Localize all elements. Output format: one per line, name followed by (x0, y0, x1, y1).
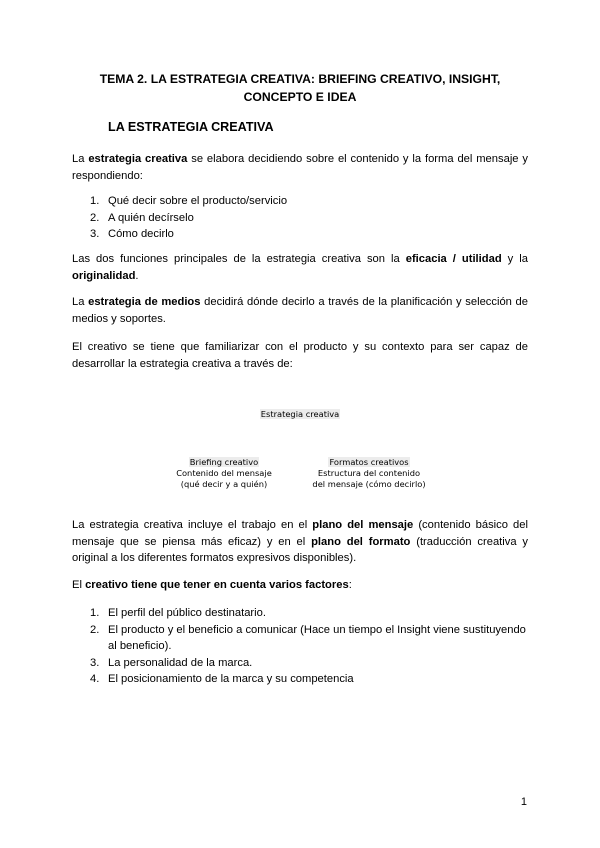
diagram-right-line: Estructura del contenido (317, 468, 421, 478)
section-heading: LA ESTRATEGIA CREATIVA (108, 120, 274, 134)
text-run: El (72, 579, 86, 591)
title-line-1: TEMA 2. LA ESTRATEGIA CREATIVA: BRIEFING CREATIVO, INSIGHT, (99, 72, 501, 86)
bold-term: plano del formato (311, 535, 411, 548)
list-text: El posicionamiento de la marca y su competencia (108, 673, 354, 685)
list-text: El perfil del público destinatario. (108, 607, 266, 619)
text-run: Las dos funciones principales de la estrategia creativa son la (72, 253, 406, 265)
list-number: 2. (90, 623, 100, 636)
questions-list (72, 193, 528, 243)
diagram-left-line: (qué decir y a quién) (180, 479, 268, 489)
list-text: Qué decir sobre el producto/servicio (108, 195, 288, 207)
list-item (72, 226, 528, 243)
diagram-left-title: Briefing creativo (189, 457, 259, 467)
list-text: Cómo decirlo (108, 228, 174, 240)
diagram-root-label: Estrategia creativa (260, 409, 340, 419)
list-item (72, 193, 528, 210)
bold-term: estrategia de medios (88, 296, 201, 308)
bold-term: originalidad (72, 269, 136, 282)
diagram-right-title: Formatos creativos (329, 457, 409, 467)
diagram-left-node (160, 457, 288, 490)
list-text: A quién decírselo (108, 211, 194, 224)
diagram-root (200, 409, 400, 420)
bold-term: creativo tiene que tener en cuenta varios factores (85, 579, 349, 591)
text-run: La estrategia creativa incluye el trabajo en el (72, 519, 313, 531)
paragraph-estrategia-creativa (72, 151, 528, 184)
paragraph-estrategia-medios (72, 294, 528, 327)
diagram-left-line: Contenido del mensaje (176, 468, 272, 478)
document-title (90, 70, 510, 106)
list-item (72, 210, 528, 227)
title-line-2: CONCEPTO E IDEA (243, 90, 357, 104)
list-number: 1. (90, 195, 100, 207)
list-number: 3. (90, 228, 100, 240)
text-run: . (135, 269, 139, 282)
list-number: 1. (90, 607, 100, 619)
page-number: 1 (520, 796, 527, 808)
text-run: : (348, 579, 352, 591)
bold-term: plano del mensaje (312, 519, 414, 531)
diagram-right-line: del mensaje (cómo decirlo) (312, 479, 426, 489)
list-number: 3. (90, 656, 100, 669)
list-item (72, 671, 528, 688)
factors-list (72, 605, 528, 688)
list-item (72, 655, 528, 672)
list-number: 2. (90, 211, 100, 224)
paragraph-factores (72, 577, 528, 594)
paragraph-planos (72, 517, 528, 567)
paragraph-funciones (72, 251, 528, 284)
text-run: (contenido básico del mensaje que se piensa más eficaz) y en el (72, 519, 528, 548)
list-item (72, 622, 528, 655)
list-text: El producto y el beneficio a comunicar (Hace un tiempo el Insight viene sustituyendo al beneficio). (108, 623, 526, 652)
bold-term: estrategia creativa (88, 153, 188, 165)
text-run: decidirá dónde decirlo a través de la planificación y selección de medios y soportes. (72, 296, 528, 325)
list-number: 4. (90, 673, 100, 685)
text-run: (traducción creativa y original a los diferentes formatos expresivos disponibles). (72, 535, 529, 564)
diagram-right-node (305, 457, 433, 490)
paragraph-creativo: El creativo se tiene que familiarizar con el producto y su contexto para ser capaz de desarrollar la estrategia creativa a través de: (72, 341, 528, 370)
text-run: se elabora decidiendo sobre el contenido y la forma del mensaje y respondiendo: (72, 153, 528, 182)
bold-term: eficacia / utilidad (405, 253, 502, 265)
list-text: La personalidad de la marca. (108, 656, 253, 669)
text-run: La (72, 153, 89, 165)
list-item (72, 605, 528, 622)
text-run: y la (501, 253, 528, 265)
text-run: La (72, 296, 89, 308)
